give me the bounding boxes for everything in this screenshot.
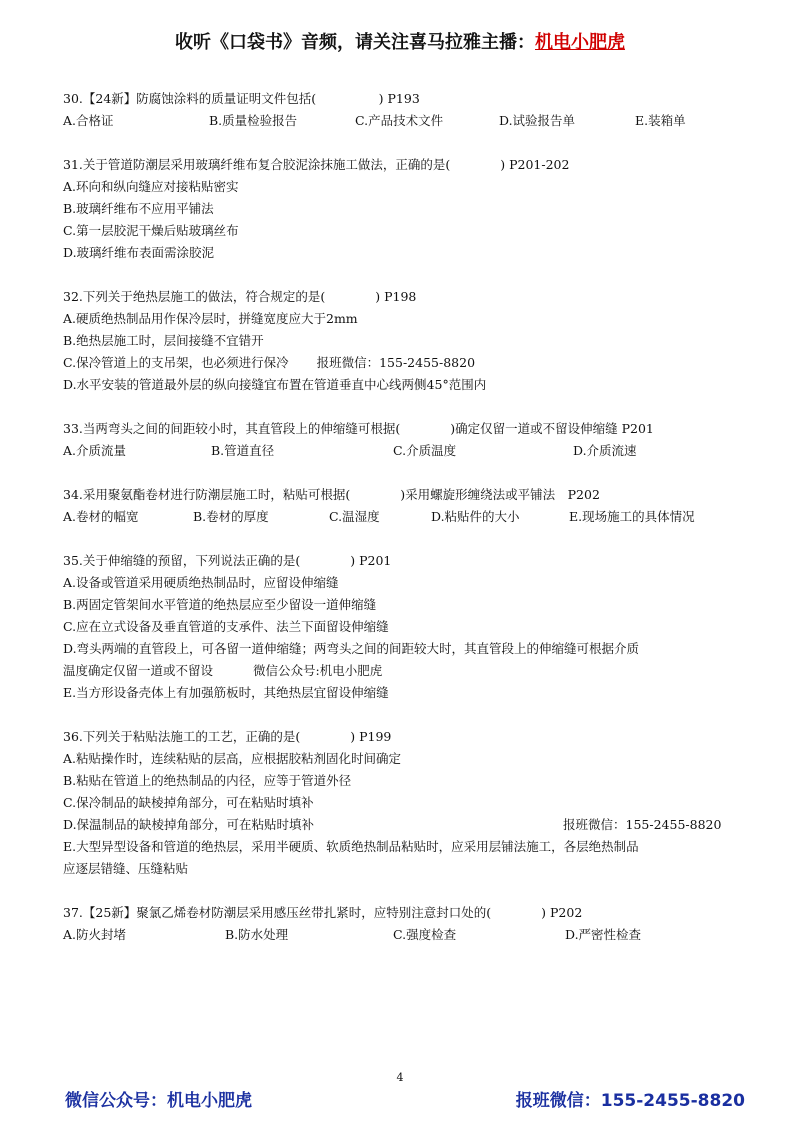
option-b: B.质量检验报告 <box>209 113 298 128</box>
option-d-tail: 温度确定仅留一道或不留设 <box>63 663 214 678</box>
option-d: D.介质流速 <box>573 443 637 458</box>
option-a: A.粘贴操作时，连续粘贴的层高，应根据胶粘剂固化时间确定 <box>63 751 402 766</box>
option-a: A.硬质绝热制品用作保冷层时，拼缝宽度应大于2mm <box>63 311 358 326</box>
option-b: B.绝热层施工时，层间接缝不宜错开 <box>63 333 264 348</box>
question-stem: 37.【25新】聚氯乙烯卷材防潮层采用感压丝带扎紧时，应特别注意封口处的( ) P202 <box>63 905 583 920</box>
option-d: D.水平安装的管道最外层的纵向接缝宜布置在管道垂直中心线两侧45°范围内 <box>63 377 487 392</box>
header-anchor-name: 机电小肥虎 <box>535 32 625 53</box>
question-35 <box>63 550 753 704</box>
option-d: D.试验报告单 <box>499 113 576 128</box>
options-row <box>63 924 753 946</box>
option-c: C.应在立式设备及垂直管道的支承件、法兰下面留设伸缩缝 <box>63 619 389 634</box>
question-stem: 33.当两弯头之间的间距较小时，其直管段上的伸缩缝可根据( )确定仅留一道或不留设伸缩缝 P201 <box>63 421 654 436</box>
footer-wechat: 报班微信：155-2455-8820 <box>515 1091 745 1111</box>
options-row <box>63 110 753 132</box>
option-e-continued: 应逐层错缝、压缝粘贴 <box>63 861 189 876</box>
question-stem: 34.采用聚氨酯卷材进行防潮层施工时，粘贴可根据( )采用螺旋形缠绕法或平铺法 P202 <box>63 487 600 502</box>
question-list <box>63 88 753 968</box>
option-a: A.介质流量 <box>63 443 127 458</box>
footer-account: 微信公众号：机电小肥虎 <box>65 1091 252 1111</box>
question-37 <box>63 902 753 946</box>
option-a: A.卷材的幅宽 <box>63 509 139 524</box>
watermark-wechat: 报班微信：155-2455-8820 <box>316 355 476 370</box>
option-d: D.弯头两端的直管段上，可各留一道伸缩缝；两弯头之间的间距较大时，其直管段上的伸缩缝可根据介质 <box>63 641 640 656</box>
question-36 <box>63 726 753 880</box>
question-30 <box>63 88 753 132</box>
option-d: D.玻璃纤维布表面需涂胶泥 <box>63 245 215 260</box>
option-d: D.保温制品的缺棱掉角部分，可在粘贴时填补 <box>63 817 315 832</box>
option-c: C.产品技术文件 <box>355 113 444 128</box>
option-b: B.玻璃纤维布不应用平铺法 <box>63 201 214 216</box>
option-b: B.防水处理 <box>225 927 289 942</box>
option-a: A.环向和纵向缝应对接粘贴密实 <box>63 179 239 194</box>
option-c: C.第一层胶泥干燥后贴玻璃丝布 <box>63 223 239 238</box>
option-a: A.防火封堵 <box>63 927 127 942</box>
option-d-row <box>63 814 753 836</box>
option-d: D.严密性检查 <box>565 927 642 942</box>
option-c: C.保冷管道上的支吊架，也必须进行保冷 <box>63 355 289 370</box>
option-a: A.合格证 <box>63 113 114 128</box>
option-d: D.粘贴件的大小 <box>431 509 520 524</box>
option-b: B.两固定管架间水平管道的绝热层应至少留设一道伸缩缝 <box>63 597 377 612</box>
option-d-continued <box>63 660 753 682</box>
question-33 <box>63 418 753 462</box>
page-header <box>0 28 800 54</box>
watermark-account: 微信公众号:机电小肥虎 <box>253 663 383 678</box>
option-b: B.粘贴在管道上的绝热制品的内径，应等于管道外径 <box>63 773 352 788</box>
option-b: B.卷材的厚度 <box>193 509 269 524</box>
question-31 <box>63 154 753 264</box>
page-number: 4 <box>396 1071 404 1084</box>
option-c: C.保冷制品的缺棱掉角部分，可在粘贴时填补 <box>63 795 314 810</box>
options-row <box>63 506 753 528</box>
question-34 <box>63 484 753 528</box>
question-32 <box>63 286 753 396</box>
question-stem: 32.下列关于绝热层施工的做法，符合规定的是( ) P198 <box>63 289 417 304</box>
question-stem: 31.关于管道防潮层采用玻璃纤维布复合胶泥涂抹施工做法，正确的是( ) P201-202 <box>63 157 570 172</box>
question-stem: 30.【24新】防腐蚀涂料的质量证明文件包括( ) P193 <box>63 91 420 106</box>
option-a: A.设备或管道采用硬质绝热制品时，应留设伸缩缝 <box>63 575 339 590</box>
option-e: E.现场施工的具体情况 <box>569 509 695 524</box>
question-stem: 36.下列关于粘贴法施工的工艺，正确的是( ) P199 <box>63 729 392 744</box>
option-e: E.当方形设备壳体上有加强筋板时，其绝热层宜留设伸缩缝 <box>63 685 389 700</box>
watermark-wechat: 报班微信：155-2455-8820 <box>563 817 722 832</box>
question-stem: 35.关于伸缩缝的预留，下列说法正确的是( ) P201 <box>63 553 392 568</box>
option-b: B.管道直径 <box>211 443 275 458</box>
options-row <box>63 440 753 462</box>
option-e: E.装箱单 <box>635 113 686 128</box>
option-c: C.温湿度 <box>329 509 380 524</box>
option-c: C.强度检查 <box>393 927 457 942</box>
header-text: 收听《口袋书》音频，请关注喜马拉雅主播： <box>175 32 535 53</box>
option-e: E.大型异型设备和管道的绝热层，采用半硬质、软质绝热制品粘贴时，应采用层铺法施工，各层绝热制品 <box>63 839 639 854</box>
option-c-row <box>63 352 753 374</box>
page-footer <box>65 1086 745 1111</box>
option-c: C.介质温度 <box>393 443 457 458</box>
